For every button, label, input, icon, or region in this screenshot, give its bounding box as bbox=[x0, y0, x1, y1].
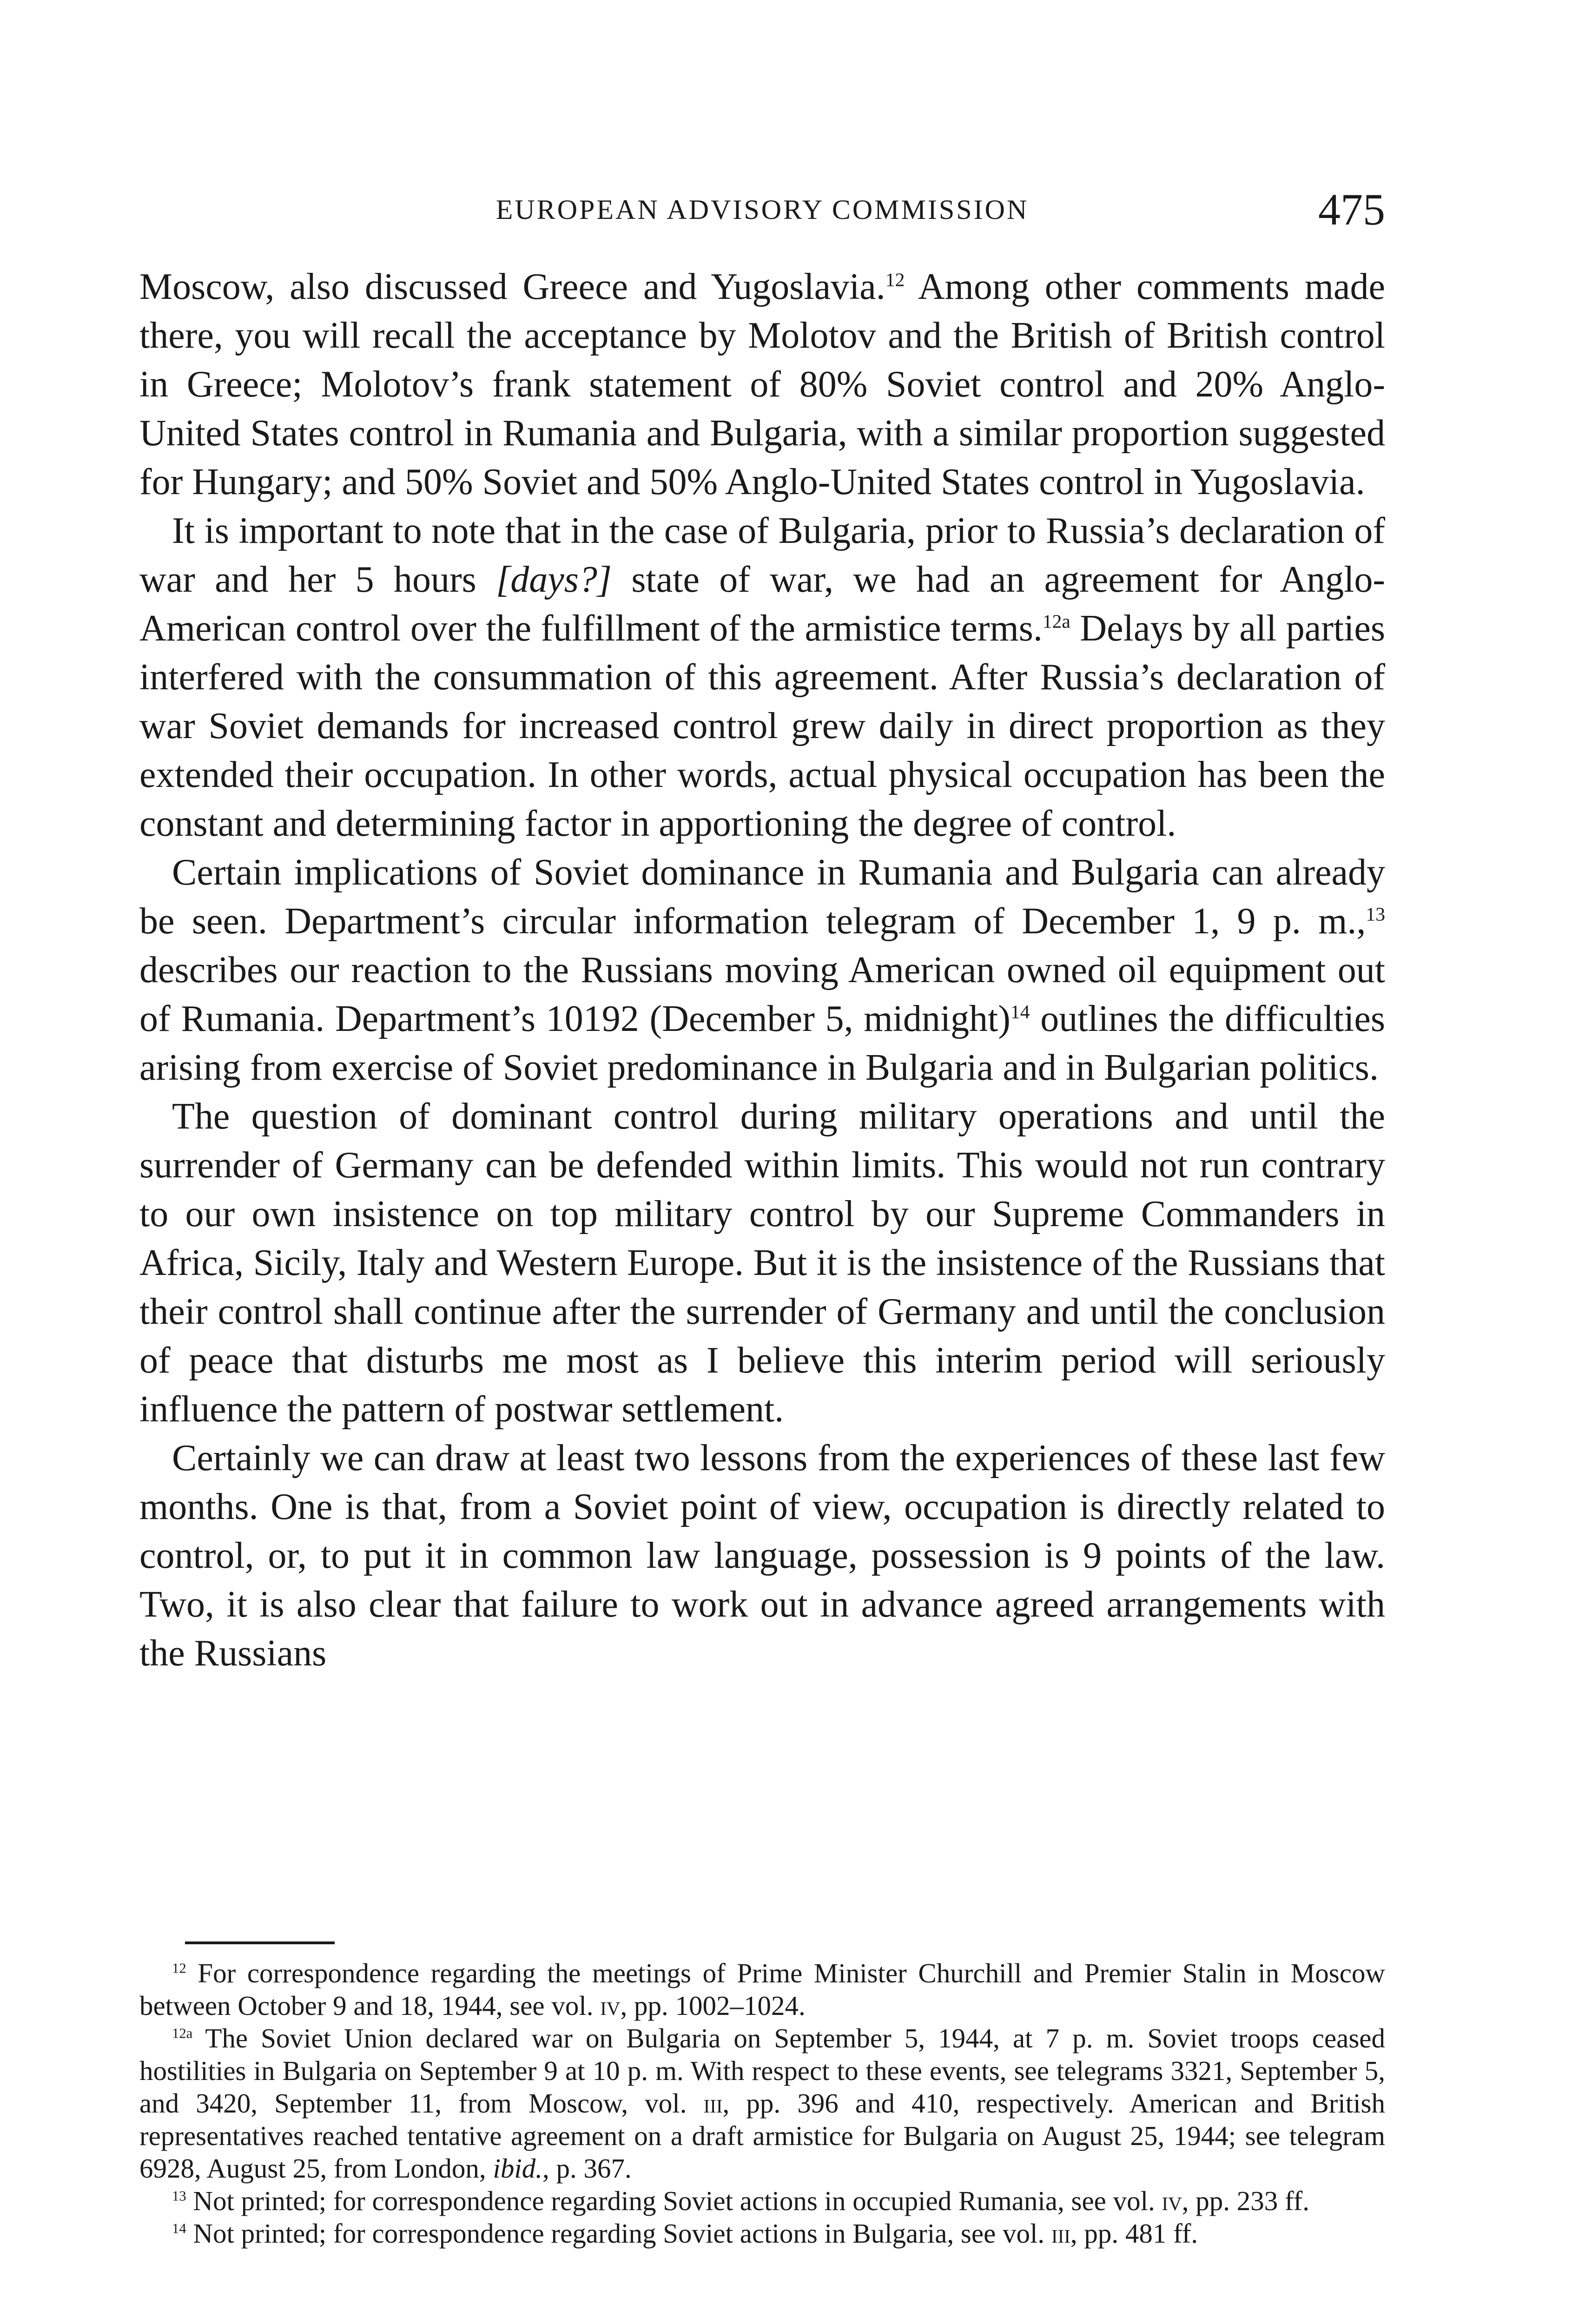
volume-number: iv bbox=[600, 1990, 621, 2021]
footnote bbox=[139, 2217, 1385, 2250]
text-run: describes our reaction to the Russians moving American owned oil equipment out of Rumania. Department’s 10192 (December 5, midnight) bbox=[139, 950, 1385, 1039]
paragraph bbox=[139, 263, 1385, 507]
text-run: For correspondence regarding the meetings of Prime Minister Churchill and Premier Stalin in Moscow between October 9 and 18, 1944, see vol. bbox=[139, 1958, 1385, 2021]
page-number: 475 bbox=[1318, 185, 1385, 234]
paragraph bbox=[139, 848, 1385, 1092]
ibid-italic: ibid. bbox=[493, 2153, 542, 2184]
footnote-reference: 13 bbox=[1366, 903, 1385, 925]
volume-number: iii bbox=[703, 2088, 723, 2119]
footnote-marker: 12 bbox=[172, 1960, 186, 1976]
text-run: state of war, we had an agreement for Anglo-American control over the fulfillment of the armistice terms. bbox=[139, 559, 1386, 649]
footnote-reference: 12 bbox=[885, 269, 905, 290]
text-run: The Soviet Union declared war on Bulgaria on September 5, 1944, at 7 p. m. Soviet troops ceased hostilities in Bulgaria on September 9 at 10 p. m. With respect to these events, see telegrams 3321, September 5, and 3420, September 11, from Moscow, vol. bbox=[139, 2023, 1385, 2119]
text-run: Among other comments made there, you will recall the acceptance by Molotov and the British of British control in Greece; Molotov’s frank statement of 80% Soviet control and 20% Anglo-United States control in Rumania and Bulgaria, with a similar proportion suggested for Hungary; and 50% Soviet and 50% Anglo-United States control in Yugoslavia. bbox=[139, 266, 1385, 502]
footnote-marker: 12a bbox=[172, 2025, 193, 2041]
footnote-divider bbox=[185, 1941, 335, 1944]
page-header bbox=[139, 184, 1385, 239]
text-run: , pp. 481 ff. bbox=[1070, 2218, 1198, 2249]
paragraph bbox=[139, 507, 1385, 848]
footnote-reference: 12a bbox=[1042, 610, 1070, 632]
footnote-marker: 13 bbox=[172, 2188, 186, 2204]
footnote bbox=[139, 2022, 1385, 2185]
text-run: It is important to note that in the case of Bulgaria, prior to Russia’s declaration of war and her 5 hours bbox=[139, 510, 1385, 600]
text-run: outlines the difficulties arising from exercise of Soviet predominance in Bulgaria and in Bulgarian politics. bbox=[139, 998, 1385, 1088]
text-run: Delays by all parties interfered with the consummation of this agreement. After Russia’s declaration of war Soviet demands for increased control grew daily in direct proportion as they extended their occupation. In other words, actual physical occupation has been the constant and determining factor in apportioning the degree of control. bbox=[139, 608, 1385, 844]
text-run: Not printed; for correspondence regarding Soviet actions in Bulgaria, see vol. bbox=[186, 2218, 1051, 2249]
text-run: Not printed; for correspondence regarding Soviet actions in occupied Rumania, see vol. bbox=[186, 2185, 1162, 2216]
editorial-bracket: [days?] bbox=[496, 559, 612, 600]
running-head: EUROPEAN ADVISORY COMMISSION bbox=[495, 194, 1029, 225]
paragraph: The question of dominant control during military operations and until the surrender of Germany can be defended within limits. This would not run contrary to our own insistence on top military control by our Supreme Commanders in Africa, Sicily, Italy and Western Europe. But it is the insistence of the Russians that their control shall continue after the surrender of Germany and until the conclusion of peace that disturbs me most as I believe this interim period will seriously influence the pattern of postwar settlement. bbox=[139, 1096, 1385, 1430]
text-run: Moscow, also discussed Greece and Yugoslavia. bbox=[139, 266, 885, 307]
paragraph: Certainly we can draw at least two lessons from the experiences of these last few months. One is that, from a Soviet point of view, occupation is directly related to control, or, to put it in common law language, possession is 9 points of the law. Two, it is also clear that failure to work out in advance agreed arrangements with the Russians bbox=[139, 1438, 1385, 1674]
footnote-marker: 14 bbox=[172, 2220, 186, 2237]
footnotes bbox=[139, 1957, 1385, 2250]
text-run: Certain implications of Soviet dominance in Rumania and Bulgaria can already be seen. Department’s circular information telegram of December 1, 9 p. m., bbox=[139, 852, 1385, 942]
text-run: , pp. 233 ff. bbox=[1182, 2185, 1309, 2216]
text-run: , p. 367. bbox=[542, 2153, 632, 2184]
volume-number: iv bbox=[1162, 2185, 1182, 2216]
text-run: , pp. 1002–1024. bbox=[620, 1990, 806, 2021]
footnote bbox=[139, 2185, 1385, 2217]
body-text bbox=[139, 263, 1385, 1678]
footnote bbox=[139, 1957, 1385, 2022]
volume-number: iii bbox=[1051, 2218, 1070, 2249]
text-run: , pp. 396 and 410, respectively. American and British representatives reached tentative agreement on a draft armistice for Bulgaria on August 25, 1944; see telegram 6928, August 25, from London, bbox=[139, 2088, 1385, 2184]
footnote-reference: 14 bbox=[1010, 1001, 1030, 1023]
